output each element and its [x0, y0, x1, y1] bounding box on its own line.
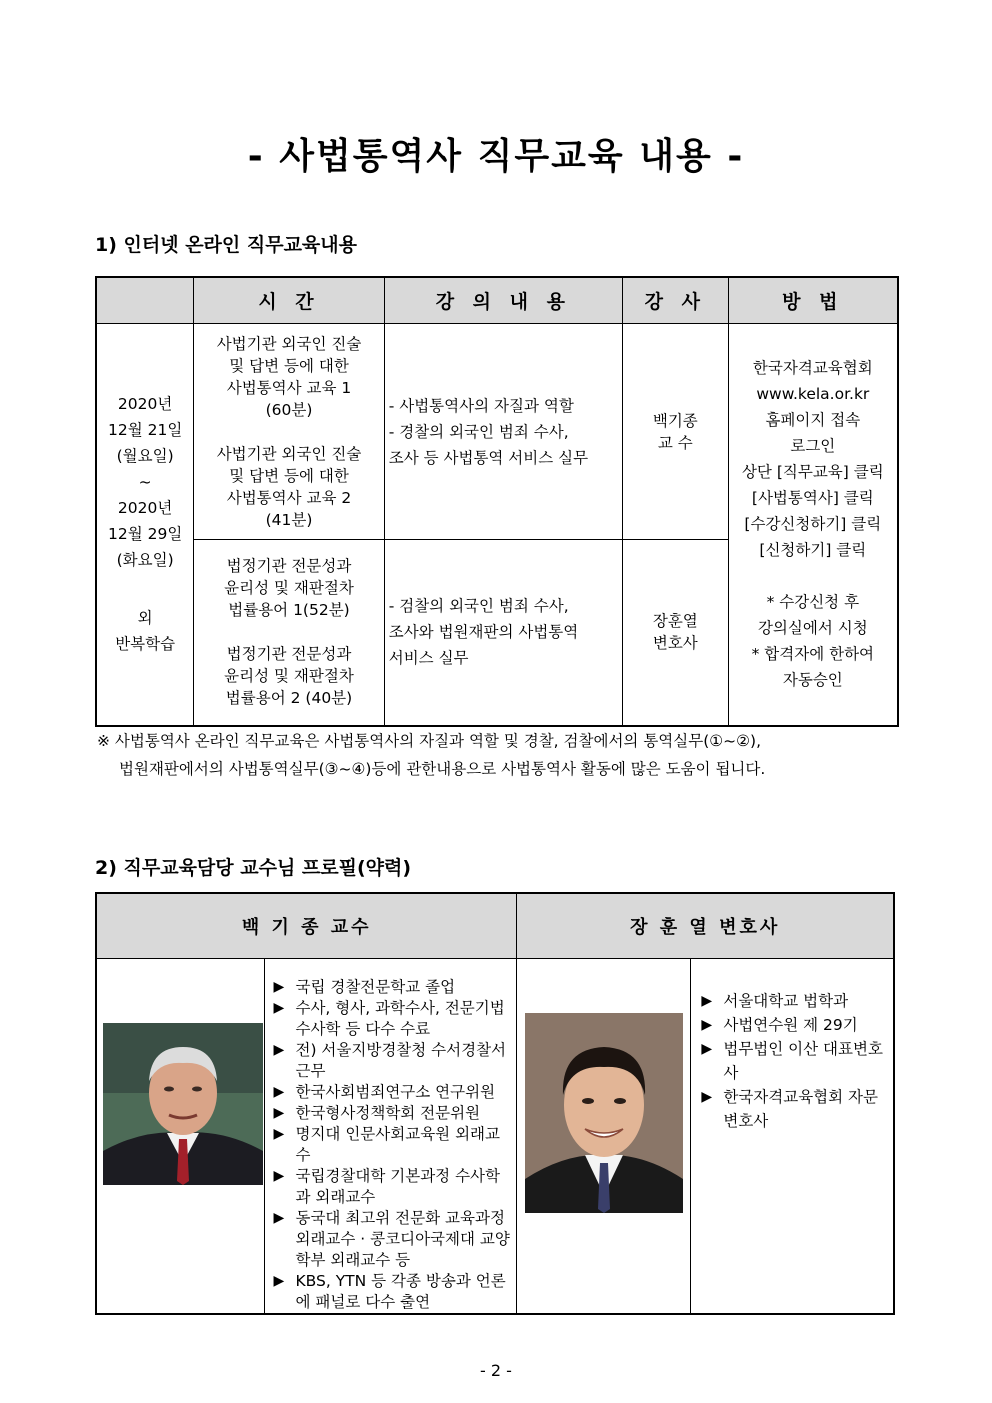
header-blank: [96, 277, 194, 324]
profile-table: [95, 892, 895, 1315]
photo-cell-1: [96, 959, 265, 1315]
bio-cell-1: [265, 959, 517, 1315]
list-item: ▶ 사법연수원 제 29기: [701, 1013, 889, 1037]
profile-name-1: 백 기 종 교수: [96, 893, 517, 959]
bio-list-1: [273, 977, 512, 1313]
list-item: ▶ 전) 서울지방경찰청 수서경찰서 근무: [273, 1040, 512, 1082]
section-2-heading: 2) 직무교육담당 교수님 프로필(약력): [95, 857, 412, 879]
content-cell-1: - 사법통역사의 자질과 역할 - 경찰의 외국인 범죄 수사, 조사 등 사법통역 서비스 실무: [384, 324, 622, 540]
online-course-table: [95, 276, 899, 727]
list-item: ▶ 명지대 인문사회교육원 외래교수: [273, 1124, 512, 1166]
profile-name-2: 장 훈 열 변호사: [517, 893, 894, 959]
table-header-row: [96, 277, 898, 324]
page-number: - 2 -: [480, 1361, 512, 1380]
portrait-photo-1: [103, 1023, 263, 1185]
time-cell-1: 사법기관 외국인 진술 및 답변 등에 대한 사법통역사 교육 1 (60분) 사법기관 외국인 진술 및 답변 등에 대한 사법통역사 교육 2 (41분): [194, 324, 384, 540]
photo-cell-2: [517, 959, 691, 1315]
list-item: ▶ 수사, 형사, 과학수사, 전문기법 수사학 등 다수 수료: [273, 998, 512, 1040]
header-method: 방 법: [728, 277, 898, 324]
note-line-1: ※ 사법통역사 온라인 직무교육은 사법통역사의 자질과 역할 및 경찰, 검찰에서의 통역실무(①~②),: [97, 732, 762, 750]
list-item: ▶ 서울대학교 법학과: [701, 989, 889, 1013]
method-cell: 한국자격교육협회 www.kela.or.kr 홈페이지 접속 로그인 상단 [직무교육] 클릭 [사법통역사] 클릭 [수강신청하기] 클릭 [신청하기] 클릭 * 수강신청 후 강의실에서 시청 * 합격자에 한하여 자동승인: [728, 324, 898, 726]
list-item: ▶ 국립 경찰전문학교 졸업: [273, 977, 512, 998]
list-item: ▶ 동국대 최고위 전문화 교육과정 외래교수 · 콩코디아국제대 교양학부 외래교수 등: [273, 1208, 512, 1271]
list-item: ▶ 한국자격교육협회 자문 변호사: [701, 1085, 889, 1133]
list-item: ▶ KBS, YTN 등 각종 방송과 언론에 패널로 다수 출연: [273, 1271, 512, 1313]
bio-list-2: [701, 989, 889, 1133]
header-time: 시 간: [194, 277, 384, 324]
header-instructor: 강 사: [622, 277, 728, 324]
header-content: 강 의 내 용: [384, 277, 622, 324]
list-item: ▶ 국립경찰대학 기본과정 수사학과 외래교수: [273, 1166, 512, 1208]
note-line-2: 법원재판에서의 사법통역실무(③~④)등에 관한내용으로 사법통역사 활동에 많은 도움이 됩니다.: [119, 760, 766, 778]
content-cell-2: - 검찰의 외국인 범죄 수사, 조사와 법원재판의 사법통역 서비스 실무: [384, 540, 622, 726]
instructor-cell-1: 백기종 교 수: [622, 324, 728, 540]
bio-cell-2: [691, 959, 894, 1315]
list-item: ▶ 법무법인 이산 대표변호사: [701, 1037, 889, 1085]
date-cell: 2020년 12월 21일 (월요일) ~ 2020년 12월 29일 (화요일) 외 반복학습: [96, 324, 194, 726]
portrait-photo-2: [525, 1013, 683, 1213]
list-item: ▶ 한국사회범죄연구소 연구위원: [273, 1082, 512, 1103]
instructor-cell-2: 장훈열 변호사: [622, 540, 728, 726]
section-1-heading: 1) 인터넷 온라인 직무교육내용: [95, 234, 357, 256]
profile-row: [96, 959, 894, 1315]
time-cell-2: 법정기관 전문성과 윤리성 및 재판절차 법률용어 1(52분) 법정기관 전문성과 윤리성 및 재판절차 법률용어 2 (40분): [194, 540, 384, 726]
page-title: - 사법통역사 직무교육 내용 -: [247, 136, 745, 177]
profile-header-row: [96, 893, 894, 959]
table-row: [96, 324, 898, 540]
list-item: ▶ 한국형사정책학회 전문위원: [273, 1103, 512, 1124]
